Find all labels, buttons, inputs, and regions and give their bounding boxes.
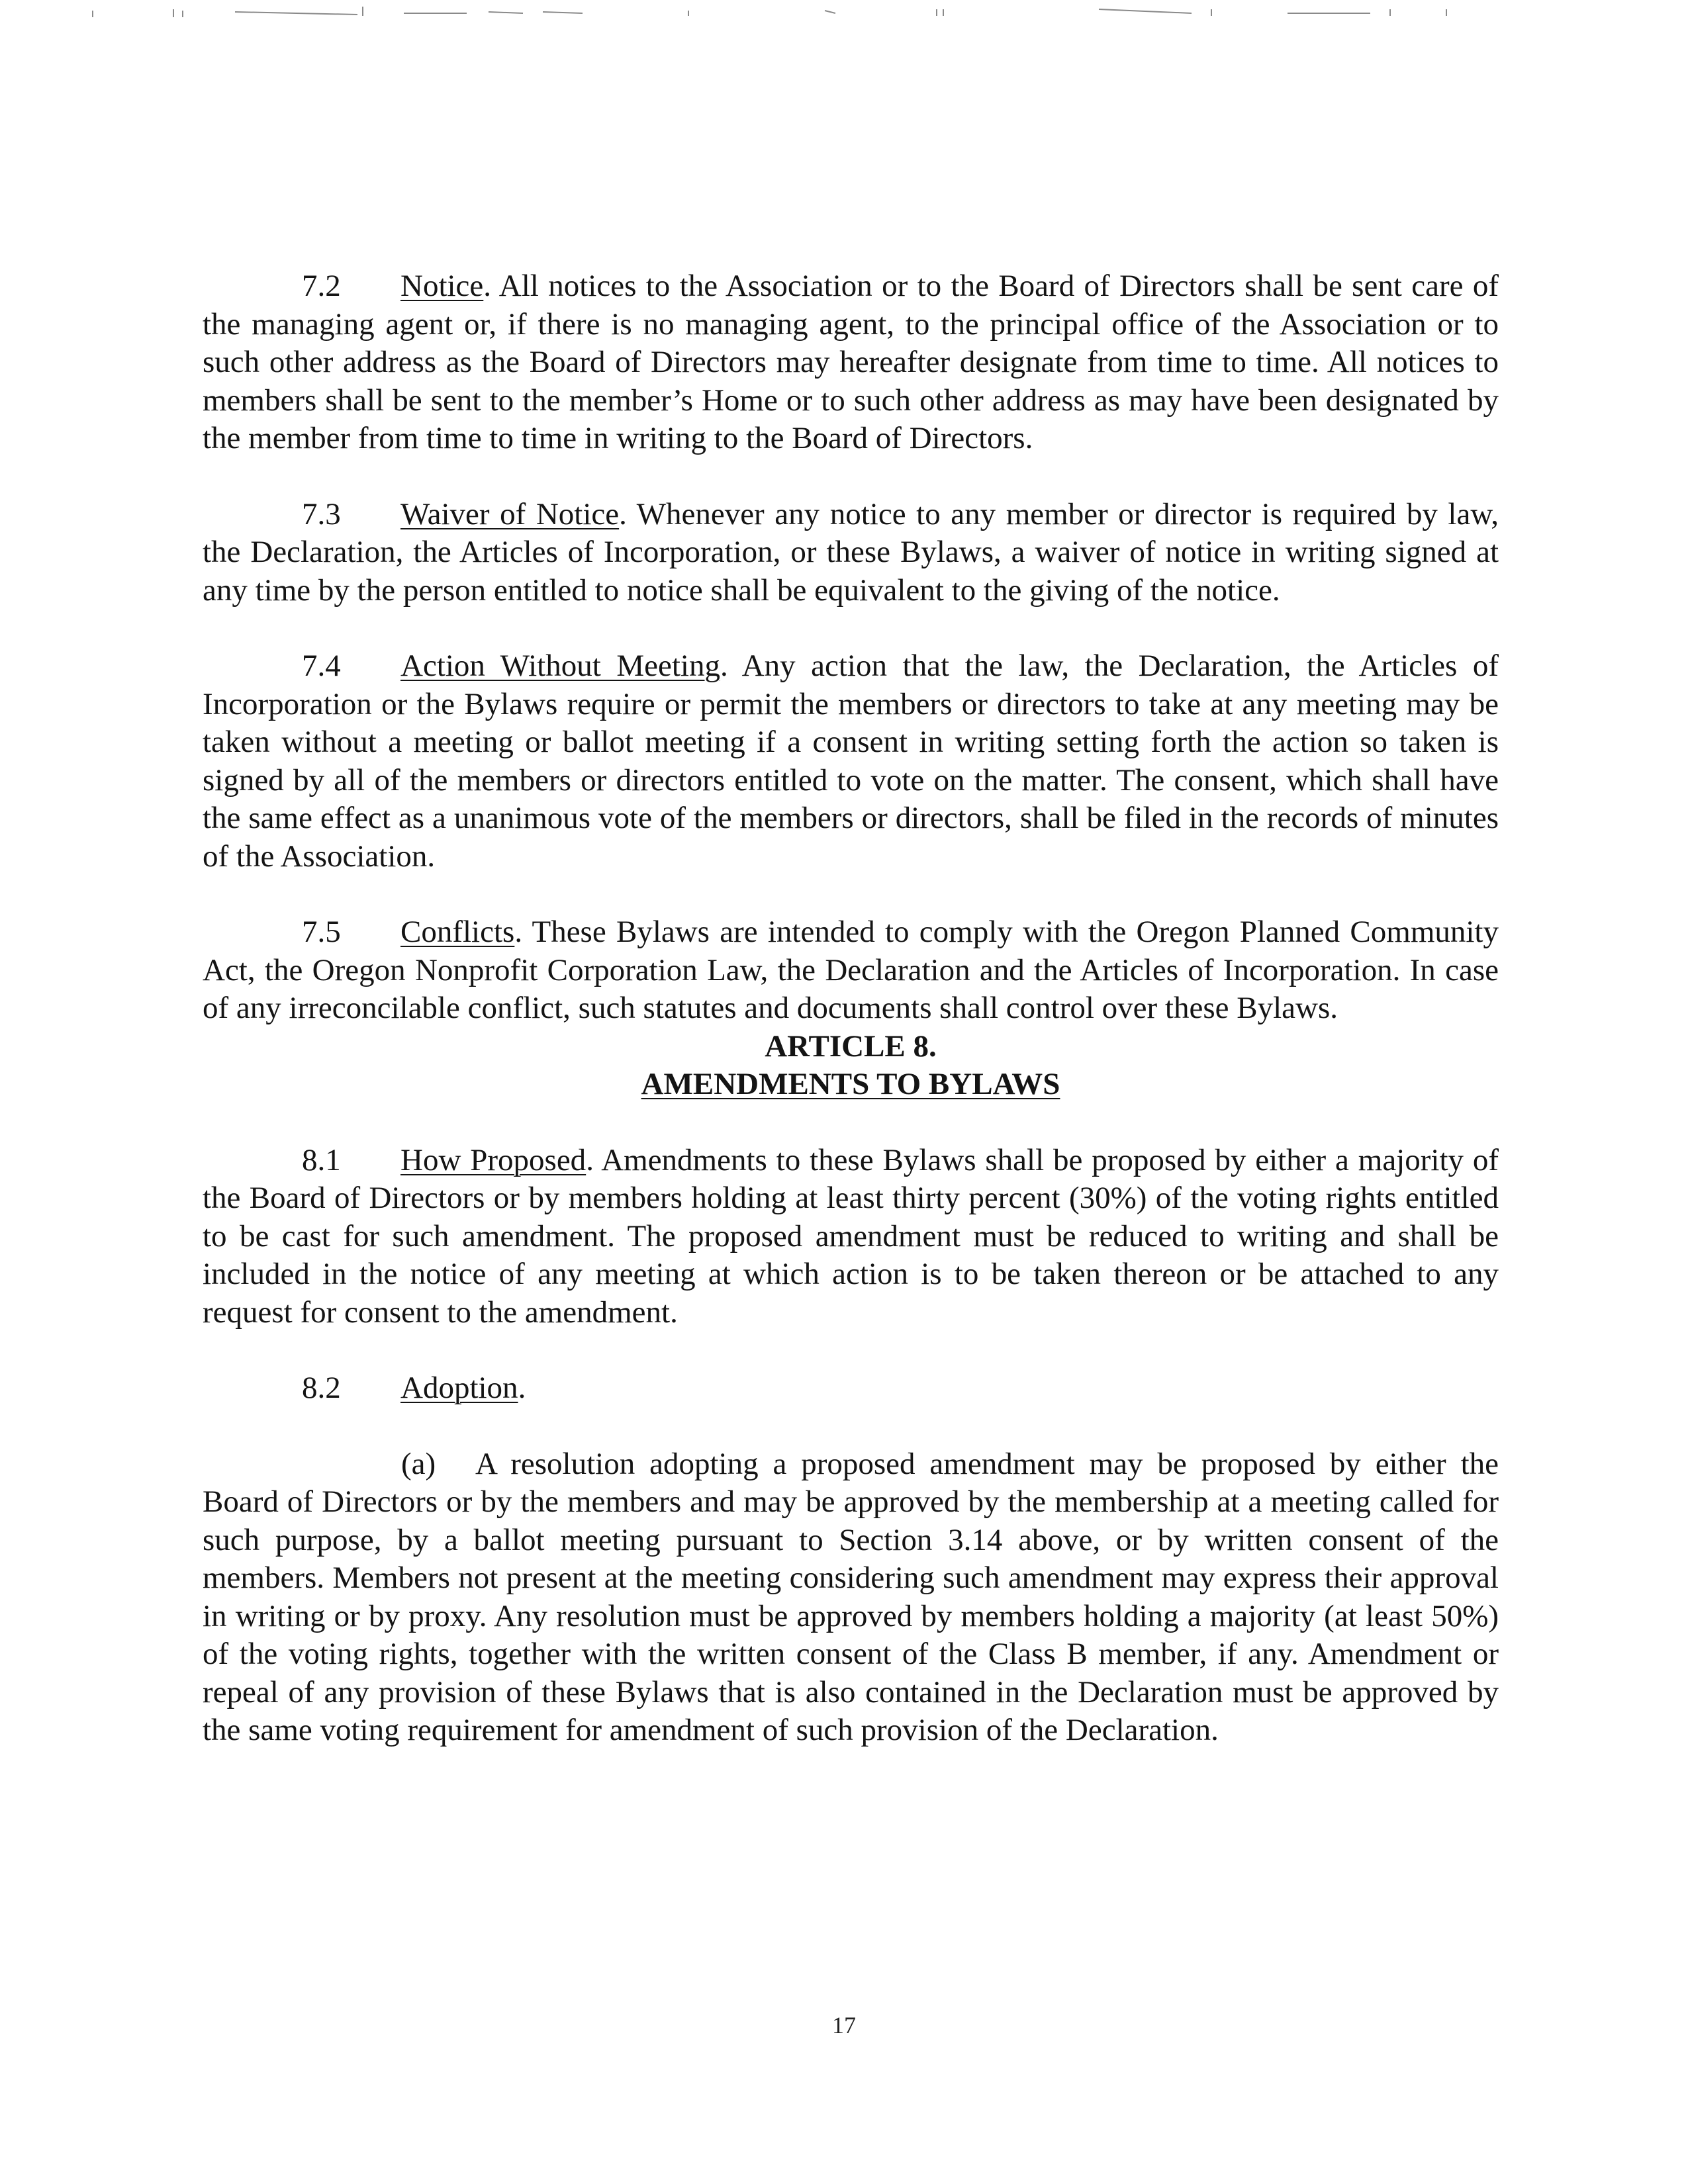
section-7-3 — [203, 496, 1499, 610]
page-number: 17 — [832, 2012, 856, 2038]
article-title — [203, 1066, 1499, 1104]
section-8-2 — [203, 1369, 1499, 1408]
section-8-2-a — [203, 1445, 1499, 1750]
section-body: . Any action that the law, the Declaration, the Articles of Incorporation or the Bylaws require or permit the members or directors to take at any meeting may be taken without a meeting or ballot meeting if a consent in writing setting forth the action so taken is signed by all of the members or directors entitled to vote on the matter. The consent, which shall have the same effect as a unanimous vote of the members or directors, shall be filed in the records of minutes of the Association. — [203, 649, 1499, 874]
subsection-label: (a) — [401, 1446, 436, 1481]
section-body: . Amendments to these Bylaws shall be proposed by either a majority of the Board of Directors or by members holding at least thirty percent (30%) of the voting rights entitled to be cast for such amendment. The proposed amendment must be reduced to writing and shall be included in the notice of any meeting at which action is to be taken thereon or be attached to any request for consent to the amendment. — [203, 1142, 1499, 1330]
section-number: 8.1 — [302, 1142, 341, 1177]
section-8-1 — [203, 1142, 1499, 1332]
section-title-suffix: . — [518, 1371, 526, 1405]
section-title: Conflicts — [400, 915, 515, 949]
section-number: 8.2 — [302, 1371, 341, 1405]
article-title-text: AMENDMENTS TO BYLAWS — [641, 1067, 1060, 1101]
subsection-body: A resolution adopting a proposed amendment may be proposed by either the Board of Directors or by the members and may be approved by the membership at a meeting called for such purpose, by a ballot meeting pursuant to Section 3.14 above, or by written consent of the members. Members not present at the meeting considering such amendment may express their approval in writing or by proxy. Any resolution must be approved by members holding a majority (at least 50%) of the voting rights, together with the written consent of the Class B member, if any. Amendment or repeal of any provision of these Bylaws that is also contained in the Declaration must be approved by the same voting requirement for amendment of such provision of the Declaration. — [203, 1446, 1499, 1747]
scan-artifact-strip — [0, 0, 1688, 26]
section-number: 7.2 — [302, 269, 341, 303]
section-7-5 — [203, 913, 1499, 1028]
section-7-2 — [203, 267, 1499, 458]
section-title: Adoption — [400, 1371, 518, 1405]
section-body: . All notices to the Association or to the Board of Directors shall be sent care of the managing agent or, if there is no managing agent, to the principal office of the Association or to such other address as the Board of Directors may hereafter designate from time to time. All notices to members shall be sent to the member’s Home or to such other address as may have been designated by the member from time to time in writing to the Board of Directors. — [203, 269, 1499, 455]
document-page — [203, 267, 1499, 1750]
section-body: . These Bylaws are intended to comply with the Oregon Planned Community Act, the Oregon Nonprofit Corporation Law, the Declaration and the Articles of Incorporation. In case of any irreconcilable conflict, such statutes and documents shall control over these Bylaws. — [203, 915, 1499, 1025]
section-number: 7.4 — [302, 649, 341, 683]
section-7-4 — [203, 647, 1499, 876]
section-title: Waiver of Notice — [400, 496, 620, 531]
section-title: Action Without Meeting — [400, 649, 720, 683]
section-number: 7.5 — [302, 915, 341, 949]
section-number: 7.3 — [302, 496, 341, 531]
article-label: ARTICLE 8. — [765, 1028, 937, 1064]
section-body: . Whenever any notice to any member or director is required by law, the Declaration, the Articles of Incorporation, or these Bylaws, a waiver of notice in writing signed at any time by the person entitled to notice shall be equivalent to the giving of the notice. — [203, 496, 1499, 608]
section-title: How Proposed — [400, 1142, 586, 1177]
section-title: Notice — [400, 269, 484, 303]
